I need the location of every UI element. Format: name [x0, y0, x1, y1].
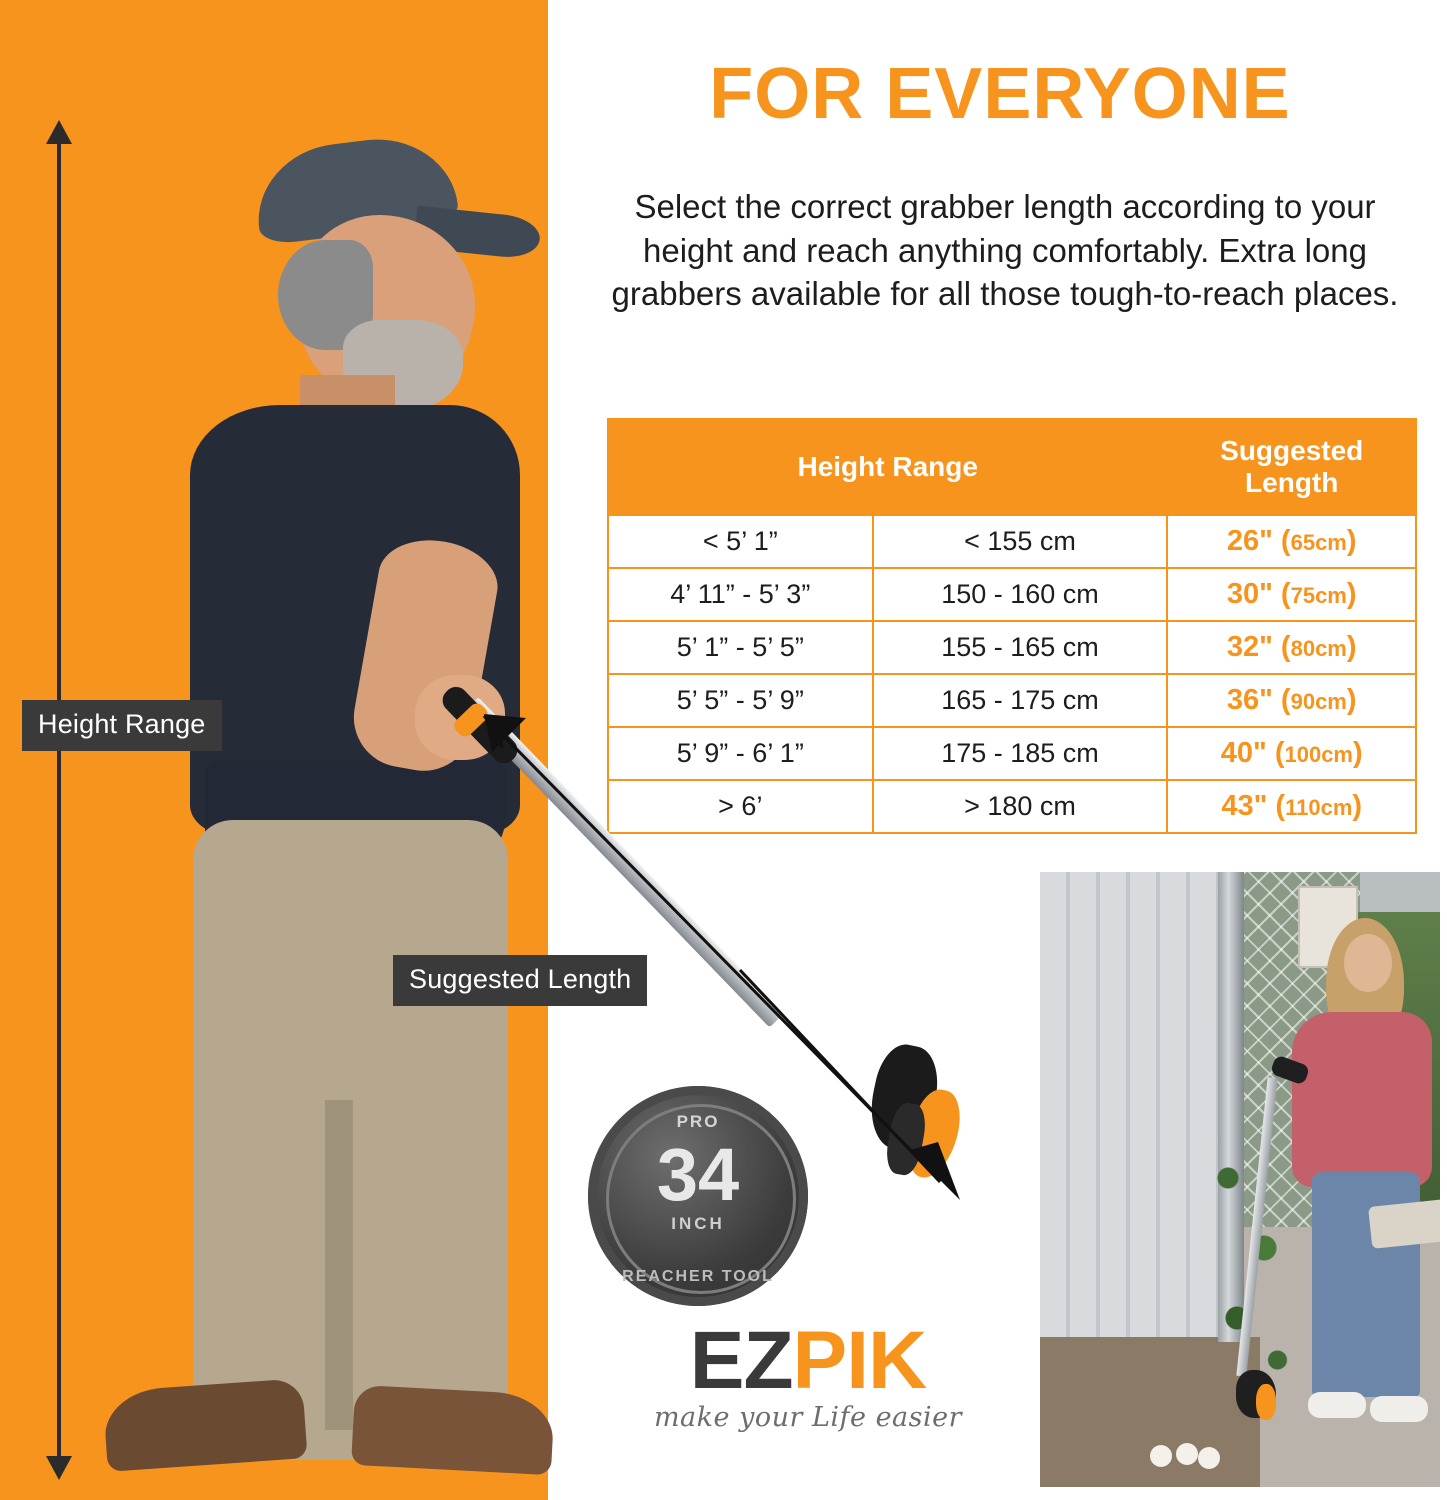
page-subtitle: Select the correct grabber length according to your height and reach anything comfortably. Extra long grabbers available for all those tough-to-reach places.	[611, 188, 1399, 313]
length-inches: 26" (	[1226, 525, 1291, 557]
brand-logo	[608, 1315, 1008, 1433]
cell-height-cm: 175 - 185 cm	[873, 727, 1168, 780]
badge-number: 34	[656, 1133, 740, 1216]
woman-face	[1344, 934, 1392, 992]
woman-blouse	[1292, 1012, 1432, 1187]
table-row	[608, 515, 1416, 568]
length-inches: 36" (	[1226, 684, 1291, 716]
table-row	[608, 568, 1416, 621]
cell-suggested-length	[1167, 515, 1416, 568]
cell-height-feet: 5’ 5” - 5’ 9”	[608, 674, 873, 727]
arrow-down-head-icon	[46, 1456, 72, 1480]
golf-balls	[1150, 1443, 1220, 1469]
length-inches: 30" (	[1226, 578, 1291, 610]
woman-using-grabber-photo	[1040, 872, 1440, 1487]
length-cm: 110cm	[1285, 795, 1353, 820]
length-paren-close: )	[1346, 684, 1357, 716]
page-title: FOR EVERYONE	[709, 54, 1291, 134]
logo-pik: PIK	[792, 1315, 927, 1406]
length-cm: 65cm	[1290, 530, 1347, 555]
arrow-shaft	[57, 138, 61, 1460]
cell-height-cm: 165 - 175 cm	[873, 674, 1168, 727]
length-paren-close: )	[1352, 790, 1363, 822]
header-suggested-length: Suggested Length	[1167, 419, 1416, 515]
callout-suggested-length: Suggested Length	[393, 955, 647, 1006]
woman-left-shoe	[1308, 1392, 1366, 1418]
length-paren-close: )	[1346, 525, 1357, 557]
cell-height-feet: < 5’ 1”	[608, 515, 873, 568]
length-cm: 90cm	[1290, 689, 1347, 714]
length-inches: 32" (	[1226, 631, 1291, 663]
cell-suggested-length	[1167, 727, 1416, 780]
cell-suggested-length	[1167, 568, 1416, 621]
logo-tagline: make your Life easier	[653, 1401, 963, 1433]
right-shoe	[351, 1385, 555, 1475]
cell-height-feet: 5’ 1” - 5’ 5”	[608, 621, 873, 674]
cell-height-cm: > 180 cm	[873, 780, 1168, 833]
cell-height-cm: 155 - 165 cm	[873, 621, 1168, 674]
cell-suggested-length	[1167, 780, 1416, 833]
badge-inch-label: INCH	[671, 1214, 725, 1233]
length-paren-close: )	[1346, 578, 1357, 610]
height-range-arrow-icon	[46, 120, 72, 1480]
photo-grabber-jaw-orange	[1256, 1384, 1276, 1420]
logo-wordmark	[608, 1315, 1008, 1406]
badge-reacher-tool-label: REACHER TOOL	[622, 1268, 774, 1285]
length-cm: 80cm	[1290, 636, 1347, 661]
length-inches: 40" (	[1220, 737, 1285, 769]
cell-height-cm: < 155 cm	[873, 515, 1168, 568]
cell-height-feet: 4’ 11” - 5’ 3”	[608, 568, 873, 621]
cell-suggested-length	[1167, 674, 1416, 727]
left-shoe	[102, 1378, 307, 1472]
length-inches: 43" (	[1221, 790, 1286, 822]
length-cm: 75cm	[1290, 583, 1347, 608]
cell-height-feet: 5’ 9” - 6’ 1”	[608, 727, 873, 780]
badge-pro-label: PRO	[676, 1112, 720, 1131]
cell-suggested-length	[1167, 621, 1416, 674]
cell-height-feet: > 6’	[608, 780, 873, 833]
cell-height-cm: 150 - 160 cm	[873, 568, 1168, 621]
length-cm: 100cm	[1284, 742, 1353, 767]
logo-ez: EZ	[689, 1315, 793, 1406]
table-header-row	[608, 419, 1416, 515]
header-height-range: Height Range	[608, 419, 1167, 515]
length-paren-close: )	[1353, 737, 1363, 769]
woman-right-shoe	[1370, 1396, 1428, 1422]
leg-gap	[325, 1100, 353, 1430]
length-paren-close: )	[1346, 631, 1357, 663]
callout-height-range: Height Range	[22, 700, 222, 751]
